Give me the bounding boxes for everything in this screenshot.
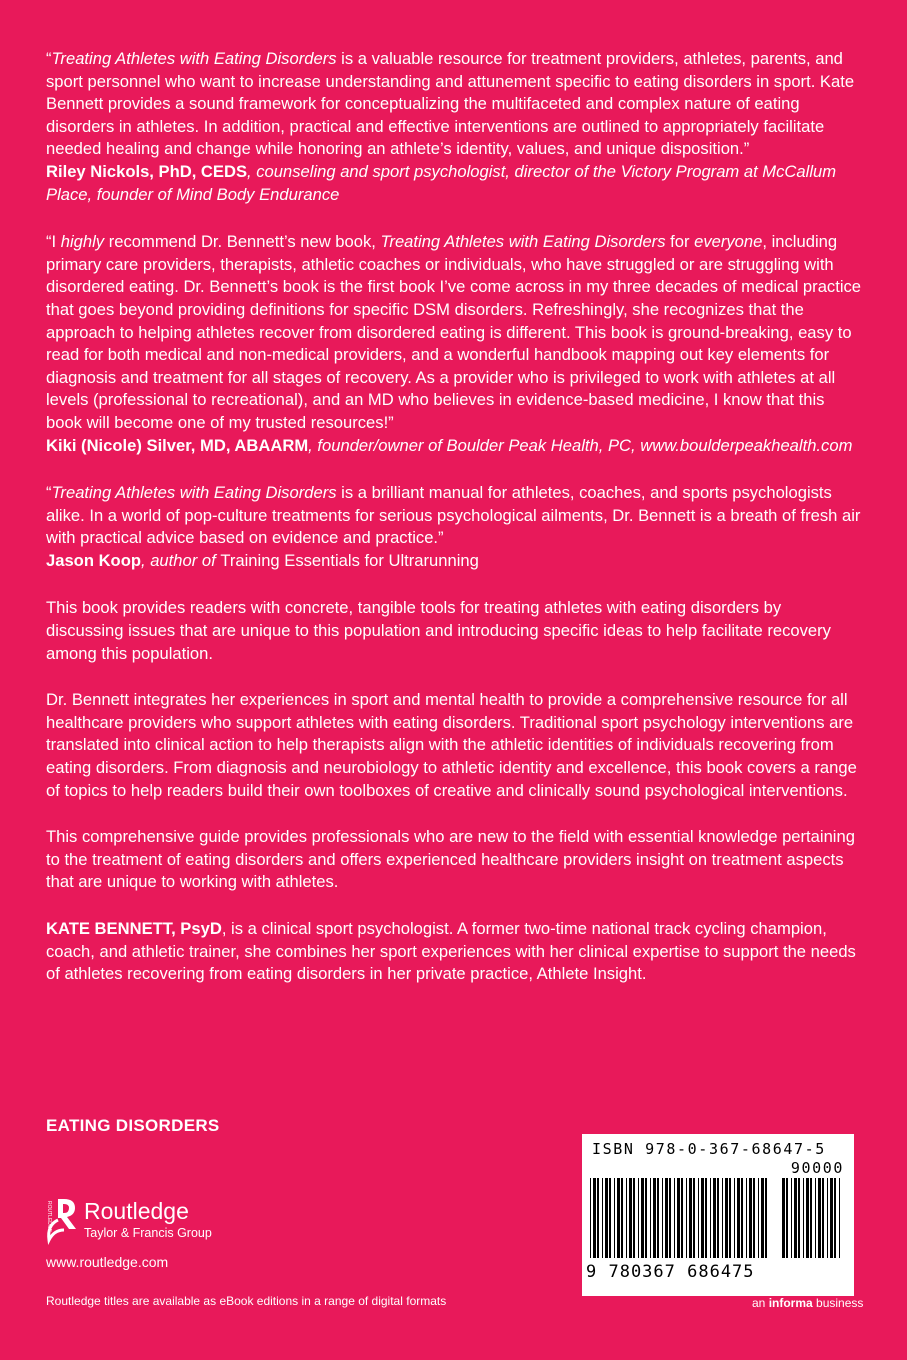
publisher-website[interactable]: www.routledge.com (46, 1254, 169, 1270)
barcode-bar (674, 1178, 675, 1258)
ean13-bars (588, 1178, 774, 1262)
publisher-group: Taylor & Francis Group (84, 1226, 212, 1240)
barcode-bar (662, 1178, 663, 1258)
ebook-note: Routledge titles are available as eBook editions in a range of digital formats (46, 1294, 447, 1308)
barcode-bar (725, 1178, 728, 1258)
barcode-bar (746, 1178, 747, 1258)
barcode-bar (629, 1178, 632, 1258)
barcode-bar (614, 1178, 615, 1258)
barcode-bar (638, 1178, 639, 1258)
book-title: Treating Athletes with Eating Disorders (51, 49, 337, 68)
barcode-bar (806, 1178, 809, 1258)
isbn-barcode (582, 1134, 854, 1296)
description-2: Dr. Bennett integrates her experiences in sport and mental health to provide a comprehensive resource for all healthcare providers who support athletes with eating disorders. Traditional sport psychology interventions are translated into clinical action to help therapists align with the athletic identities of individuals recovering from eating disorders. From diagnosis and neurobiology to athletic identity and excellence, this book covers a range of topics to help readers build their own toolboxes of creative and clinically sound psychological interventions. (46, 690, 857, 800)
barcode-bar (686, 1178, 687, 1258)
barcode-bar (791, 1178, 792, 1258)
book-title: Treating Athletes with Eating Disorders (380, 232, 666, 252)
barcode-bar (641, 1178, 644, 1258)
isbn-number: ISBN 978-0-367-68647-5 (592, 1140, 826, 1158)
barcode-bar (617, 1178, 620, 1258)
endorsement-2-attribution: Kiki (Nicole) Silver, MD, ABAARM, founder/owner of Boulder Peak Health, PC, www.boulderpeakhealth.com (46, 435, 853, 455)
barcode-bar (794, 1178, 797, 1258)
back-cover-text (46, 48, 862, 1010)
barcode-bar (803, 1178, 804, 1258)
informa-business-note: an informa business (752, 1296, 864, 1310)
barcode-bar (597, 1178, 599, 1258)
logo-vertical-wordmark: ROUTLEDGE (46, 1201, 52, 1233)
barcode-bar (593, 1178, 596, 1258)
barcode-bar (827, 1178, 828, 1258)
barcode-bar (713, 1178, 716, 1258)
barcode-bar (677, 1178, 680, 1258)
barcode-bar (645, 1178, 647, 1258)
barcode-bar (717, 1178, 719, 1258)
barcode-bar (830, 1178, 833, 1258)
barcode-bar (734, 1178, 735, 1258)
barcode-bar (810, 1178, 812, 1258)
subject-category: EATING DISORDERS (46, 1116, 220, 1135)
barcode-bar (834, 1178, 836, 1258)
barcode-bar (822, 1178, 824, 1258)
endorser-name: Riley Nickols, PhD, CEDS (46, 161, 248, 181)
endorsement-3-attribution: Jason Koop, author of Training Essentials for Ultrarunning (46, 550, 479, 570)
price-code: 90000 (790, 1159, 844, 1177)
barcode-bar (761, 1178, 764, 1258)
routledge-r-icon (44, 1196, 78, 1250)
barcode-bar (665, 1178, 668, 1258)
barcode-bar (653, 1178, 656, 1258)
barcode-bar (650, 1178, 651, 1258)
barcode-bar (737, 1178, 740, 1258)
barcode-bar (605, 1178, 608, 1258)
barcode-bar (633, 1178, 635, 1258)
routledge-logo (44, 1196, 212, 1250)
endorsement-1: “Treating Athletes with Eating Disorders is a valuable resource for treatment providers, athletes, parents, and sport personnel who want to increase understanding and attunement specific to eating disorders in sport. Kate Bennett provides a sound framework for conceptualizing the multifaceted and complex nature of eating disorders in athletes. In addition, practical and effective interventions are outlined to appropriately facilitate needed healing and change while honoring an athlete’s identity, values, and unique disposition.” (46, 49, 855, 159)
endorsement-3: “Treating Athletes with Eating Disorders is a brilliant manual for athletes, coaches, and sports psychologists alike. In a world of pop-culture treatments for serious psychological ailments, Dr. Bennett is a breath of fresh air with practical advice based on evidence and practice.” (46, 483, 861, 548)
barcode-bar (753, 1178, 755, 1258)
barcode-bar (798, 1178, 800, 1258)
barcode-bar (741, 1178, 743, 1258)
barcode-bar (701, 1178, 704, 1258)
endorser-name: Jason Koop (46, 550, 141, 570)
barcode-bar (818, 1178, 821, 1258)
barcode-bar (729, 1178, 731, 1258)
barcode-bar (815, 1178, 816, 1258)
barcode-digits: 9 780367 686475 (586, 1262, 755, 1282)
barcode-bar (710, 1178, 711, 1258)
barcode-bar (722, 1178, 723, 1258)
barcode-bar (657, 1178, 659, 1258)
barcode-bar (839, 1178, 840, 1258)
barcode-bar (626, 1178, 627, 1258)
endorser-name: Kiki (Nicole) Silver, MD, ABAARM (46, 435, 309, 455)
barcode-bar (705, 1178, 707, 1258)
barcode-bar (693, 1178, 695, 1258)
barcode-bar (698, 1178, 699, 1258)
barcode-bar (590, 1178, 591, 1258)
description-3: This comprehensive guide provides professionals who are new to the field with essential knowledge pertaining to the treatment of eating disorders and offers experienced healthcare providers insight on treatment aspects that are unique to working with athletes. (46, 827, 855, 892)
addon-bars (780, 1178, 846, 1262)
barcode-bar (602, 1178, 603, 1258)
barcode-bar (609, 1178, 611, 1258)
barcode-bar (749, 1178, 752, 1258)
barcode-bar (758, 1178, 759, 1258)
endorsement-2: “I highly recommend Dr. Bennett’s new book, Treating Athletes with Eating Disorders for everyone, including primary care providers, therapists, athletic coaches or individuals, who have struggled or are struggling with disordered eating. Dr. Bennett’s book is the first book I’ve come across in my three decades of medical practice that goes beyond providing definitions for specific DSM disorders. Refreshingly, she recognizes that the approach to helping athletes recover from disordered eating is different. This book is ground-breaking, easy to read for both medical and non-medical providers, and a wonderful handbook mapping out key elements for diagnosis and treatment for all stages of recovery. As a provider who is privileged to work with athletes at all levels (professional to recreational), and an MD who believes in evidence-based medicine, I know that this book will become one of my trusted resources!” (46, 232, 862, 432)
informa-brand: informa (768, 1296, 813, 1310)
publisher-name: Routledge (84, 1198, 189, 1224)
barcode-bar (681, 1178, 683, 1258)
author-bio: KATE BENNETT, PsyD, is a clinical sport psychologist. A former two-time national track cycling champion, coach, and athletic trainer, she combines her sport experiences with her clinical expertise to support the needs of athletes recovering from eating disorders in her private practice, Athlete Insight. (46, 919, 856, 984)
author-name: KATE BENNETT, PsyD (46, 919, 222, 938)
barcode-bar (786, 1178, 788, 1258)
barcode-bar (782, 1178, 785, 1258)
endorsement-1-attribution: Riley Nickols, PhD, CEDS, counseling and sport psychologist, director of the Victory Program at McCallum Place, founder of Mind Body Endurance (46, 161, 837, 204)
barcode-bar (669, 1178, 671, 1258)
barcode-bar (765, 1178, 767, 1258)
description-1: This book provides readers with concrete, tangible tools for treating athletes with eating disorders by discussing issues that are unique to this population and introducing specific ideas to help facilitate recovery among this population. (46, 598, 831, 663)
book-title: Treating Athletes with Eating Disorders (51, 483, 337, 503)
barcode-bar (689, 1178, 692, 1258)
barcode-bar (621, 1178, 623, 1258)
